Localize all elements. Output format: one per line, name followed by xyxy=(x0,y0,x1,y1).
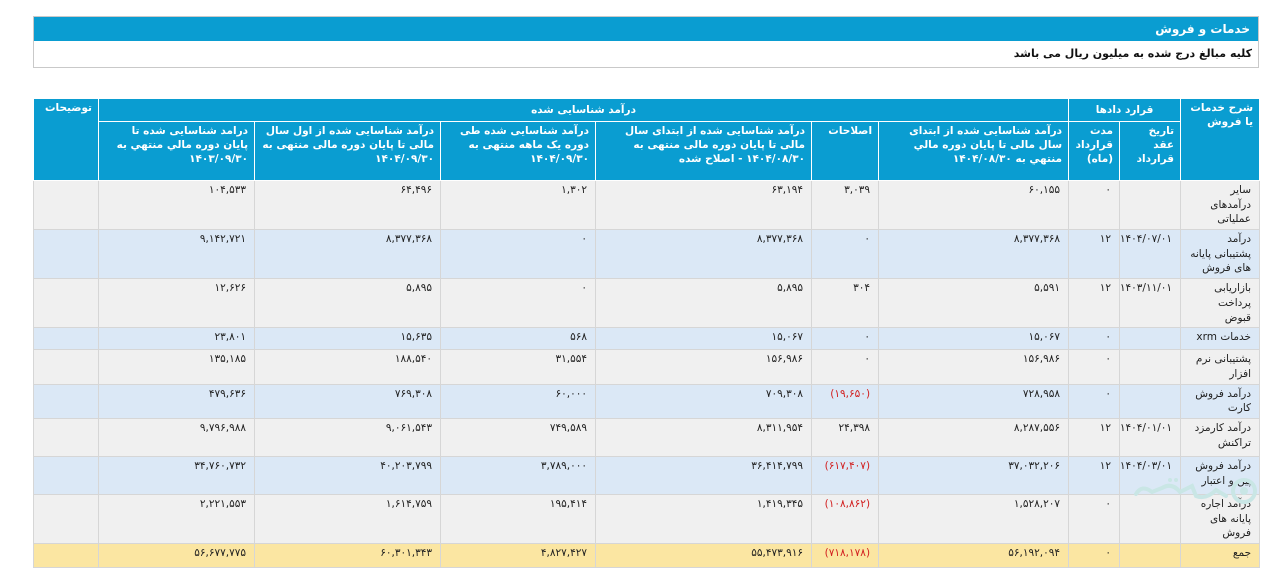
cell-date xyxy=(1120,494,1181,543)
cell-name: بازاریابی پرداخت قبوض xyxy=(1181,279,1260,328)
cell-term: ۰ xyxy=(1069,350,1120,384)
cell-c5: ۱۸۸,۵۴۰ xyxy=(255,350,441,384)
header-prior-year-revenue: درامد شناسایی شده تا پایان دوره مالي منتهي به ۱۴۰۳/۰۹/۳۰ xyxy=(99,122,255,181)
header-adjusted-revenue: درآمد شناسایی شده از ابتدای سال مالی تا پایان دوره مالی منتهی به ۱۴۰۴/۰۸/۳۰ - اصلاح شده xyxy=(596,122,812,181)
cell-c6: ۱۰۴,۵۳۳ xyxy=(99,181,255,230)
cell-c3: ۸,۳۱۱,۹۵۴ xyxy=(596,418,812,456)
cell-c1: ۱۵,۰۶۷ xyxy=(879,328,1069,350)
cell-c4: ۵۶۸ xyxy=(441,328,596,350)
cell-c3: ۵,۸۹۵ xyxy=(596,279,812,328)
amount-unit-note: کلیه مبالغ درج شده به میلیون ریال می باشد xyxy=(1013,47,1252,60)
cell-c3: ۸,۳۷۷,۳۶۸ xyxy=(596,230,812,279)
cell-c5: ۴۰,۲۰۳,۷۹۹ xyxy=(255,456,441,494)
cell-c6: ۲۳,۸۰۱ xyxy=(99,328,255,350)
cell-notes xyxy=(34,230,99,279)
cell-c4: ۱,۳۰۲ xyxy=(441,181,596,230)
header-contract-term: مدت قرارداد (ماه) xyxy=(1069,122,1120,181)
table-row xyxy=(34,328,1260,350)
cell-c5: ۷۶۹,۳۰۸ xyxy=(255,384,441,418)
cell-c2: ۳,۰۳۹ xyxy=(812,181,879,230)
cell-c2: ۰ xyxy=(812,230,879,279)
cell-date: ۱۴۰۴/۰۱/۰۱ xyxy=(1120,418,1181,456)
cell-notes xyxy=(34,418,99,456)
table-row xyxy=(34,350,1260,384)
cell-c3: ۱۵۶,۹۸۶ xyxy=(596,350,812,384)
cell-c2: (۱۹,۶۵۰) xyxy=(812,384,879,418)
cell-notes xyxy=(34,384,99,418)
cell-c2: ۳۰۴ xyxy=(812,279,879,328)
header-ytd-revenue-0830: درآمد شناسایی شده از ابتدای سال مالی تا پایان دوره مالي منتهي به ۱۴۰۴/۰۸/۳۰ xyxy=(879,122,1069,181)
cell-c5: ۵,۸۹۵ xyxy=(255,279,441,328)
cell-c5: ۹,۰۶۱,۵۴۳ xyxy=(255,418,441,456)
cell-c4: ۶۰,۰۰۰ xyxy=(441,384,596,418)
cell-date xyxy=(1120,350,1181,384)
cell-name: درآمد فروش کارت xyxy=(1181,384,1260,418)
cell-name: درآمد کارمزد تراکنش xyxy=(1181,418,1260,456)
cell-c3: ۶۳,۱۹۴ xyxy=(596,181,812,230)
cell-name: سایر درآمدهای عملیاتی xyxy=(1181,181,1260,230)
cell-notes xyxy=(34,544,99,568)
cell-name: درآمد اجاره پایانه های فروش xyxy=(1181,494,1260,543)
header-ytd-revenue-0930: درآمد شناسایی شده از اول سال مالی تا پایان دوره مالی منتهی به ۱۴۰۴/۰۹/۳۰ xyxy=(255,122,441,181)
table-row xyxy=(34,384,1260,418)
cell-c4: ۱۹۵,۴۱۴ xyxy=(441,494,596,543)
cell-term: ۱۲ xyxy=(1069,456,1120,494)
cell-c1: ۱,۵۲۸,۲۰۷ xyxy=(879,494,1069,543)
section-header xyxy=(33,16,1259,68)
cell-c4: ۰ xyxy=(441,230,596,279)
table-row xyxy=(34,279,1260,328)
services-sales-table xyxy=(33,98,1260,568)
cell-c6: ۱۳۵,۱۸۵ xyxy=(99,350,255,384)
cell-c6: ۹,۱۴۲,۷۲۱ xyxy=(99,230,255,279)
header-service: شرح خدمات یا فروش xyxy=(1181,99,1260,181)
cell-date: ۱۴۰۴/۰۳/۰۱ xyxy=(1120,456,1181,494)
cell-c5: ۶۴,۴۹۶ xyxy=(255,181,441,230)
cell-name: پشتیبانی نرم افزار xyxy=(1181,350,1260,384)
cell-date xyxy=(1120,544,1181,568)
cell-c5: ۱,۶۱۴,۷۵۹ xyxy=(255,494,441,543)
cell-date xyxy=(1120,181,1181,230)
cell-c2: ۲۴,۳۹۸ xyxy=(812,418,879,456)
cell-c2: (۱۰۸,۸۶۲) xyxy=(812,494,879,543)
section-title: خدمات و فروش xyxy=(34,17,1258,41)
cell-c6: ۵۶,۶۷۷,۷۷۵ xyxy=(99,544,255,568)
cell-c6: ۲,۲۲۱,۵۵۳ xyxy=(99,494,255,543)
cell-c3: ۱,۴۱۹,۳۴۵ xyxy=(596,494,812,543)
cell-c4: ۴,۸۲۷,۴۲۷ xyxy=(441,544,596,568)
cell-c3: ۵۵,۴۷۳,۹۱۶ xyxy=(596,544,812,568)
cell-notes xyxy=(34,181,99,230)
cell-c5: ۸,۳۷۷,۳۶۸ xyxy=(255,230,441,279)
header-adjustments: اصلاحات xyxy=(812,122,879,181)
cell-c6: ۹,۷۹۶,۹۸۸ xyxy=(99,418,255,456)
cell-c1: ۱۵۶,۹۸۶ xyxy=(879,350,1069,384)
table-total-row xyxy=(34,544,1260,568)
cell-c1: ۷۲۸,۹۵۸ xyxy=(879,384,1069,418)
cell-name: خدمات xrm xyxy=(1181,328,1260,350)
cell-c4: ۳,۷۸۹,۰۰۰ xyxy=(441,456,596,494)
table-row xyxy=(34,230,1260,279)
table-row xyxy=(34,418,1260,456)
header-monthly-revenue: درآمد شناسایی شده طی دوره یک ماهه منتهی به ۱۴۰۴/۰۹/۳۰ xyxy=(441,122,596,181)
cell-date xyxy=(1120,328,1181,350)
header-contracts: قرارد دادها xyxy=(1069,99,1181,122)
cell-date: ۱۴۰۳/۱۱/۰۱ xyxy=(1120,279,1181,328)
cell-c3: ۱۵,۰۶۷ xyxy=(596,328,812,350)
cell-c2: (۶۱۷,۴۰۷) xyxy=(812,456,879,494)
cell-term: ۰ xyxy=(1069,384,1120,418)
table-row xyxy=(34,456,1260,494)
cell-c4: ۰ xyxy=(441,279,596,328)
cell-date: ۱۴۰۴/۰۷/۰۱ xyxy=(1120,230,1181,279)
cell-name: درآمد فروش پین و اعتبار xyxy=(1181,456,1260,494)
table-row xyxy=(34,494,1260,543)
cell-c6: ۱۲,۶۲۶ xyxy=(99,279,255,328)
header-notes: توضیحات xyxy=(34,99,99,181)
header-contract-date: تاریخ عقد قرارداد xyxy=(1120,122,1181,181)
cell-c1: ۵۶,۱۹۲,۰۹۴ xyxy=(879,544,1069,568)
cell-c1: ۸,۲۸۷,۵۵۶ xyxy=(879,418,1069,456)
cell-c2: (۷۱۸,۱۷۸) xyxy=(812,544,879,568)
cell-c5: ۱۵,۶۳۵ xyxy=(255,328,441,350)
cell-c3: ۳۶,۴۱۴,۷۹۹ xyxy=(596,456,812,494)
cell-c2: ۰ xyxy=(812,328,879,350)
cell-c6: ۳۴,۷۶۰,۷۳۲ xyxy=(99,456,255,494)
cell-notes xyxy=(34,350,99,384)
cell-notes xyxy=(34,328,99,350)
cell-c4: ۳۱,۵۵۴ xyxy=(441,350,596,384)
cell-c4: ۷۴۹,۵۸۹ xyxy=(441,418,596,456)
cell-notes xyxy=(34,279,99,328)
cell-notes xyxy=(34,456,99,494)
cell-name: درآمد پشتیبانی پایانه های فروش xyxy=(1181,230,1260,279)
cell-c1: ۵,۵۹۱ xyxy=(879,279,1069,328)
cell-c1: ۳۷,۰۳۲,۲۰۶ xyxy=(879,456,1069,494)
table-row xyxy=(34,181,1260,230)
cell-term: ۱۲ xyxy=(1069,230,1120,279)
header-recognized-revenue: درآمد شناسایی شده xyxy=(99,99,1069,122)
cell-c1: ۶۰,۱۵۵ xyxy=(879,181,1069,230)
cell-c1: ۸,۳۷۷,۳۶۸ xyxy=(879,230,1069,279)
cell-term: ۰ xyxy=(1069,181,1120,230)
cell-c5: ۶۰,۳۰۱,۳۴۳ xyxy=(255,544,441,568)
cell-name: جمع xyxy=(1181,544,1260,568)
cell-c6: ۴۷۹,۶۳۶ xyxy=(99,384,255,418)
cell-term: ۱۲ xyxy=(1069,418,1120,456)
cell-date xyxy=(1120,384,1181,418)
cell-c3: ۷۰۹,۳۰۸ xyxy=(596,384,812,418)
cell-term: ۰ xyxy=(1069,494,1120,543)
cell-c2: ۰ xyxy=(812,350,879,384)
cell-term: ۱۲ xyxy=(1069,279,1120,328)
cell-term: ۰ xyxy=(1069,328,1120,350)
cell-notes xyxy=(34,494,99,543)
cell-term: ۰ xyxy=(1069,544,1120,568)
